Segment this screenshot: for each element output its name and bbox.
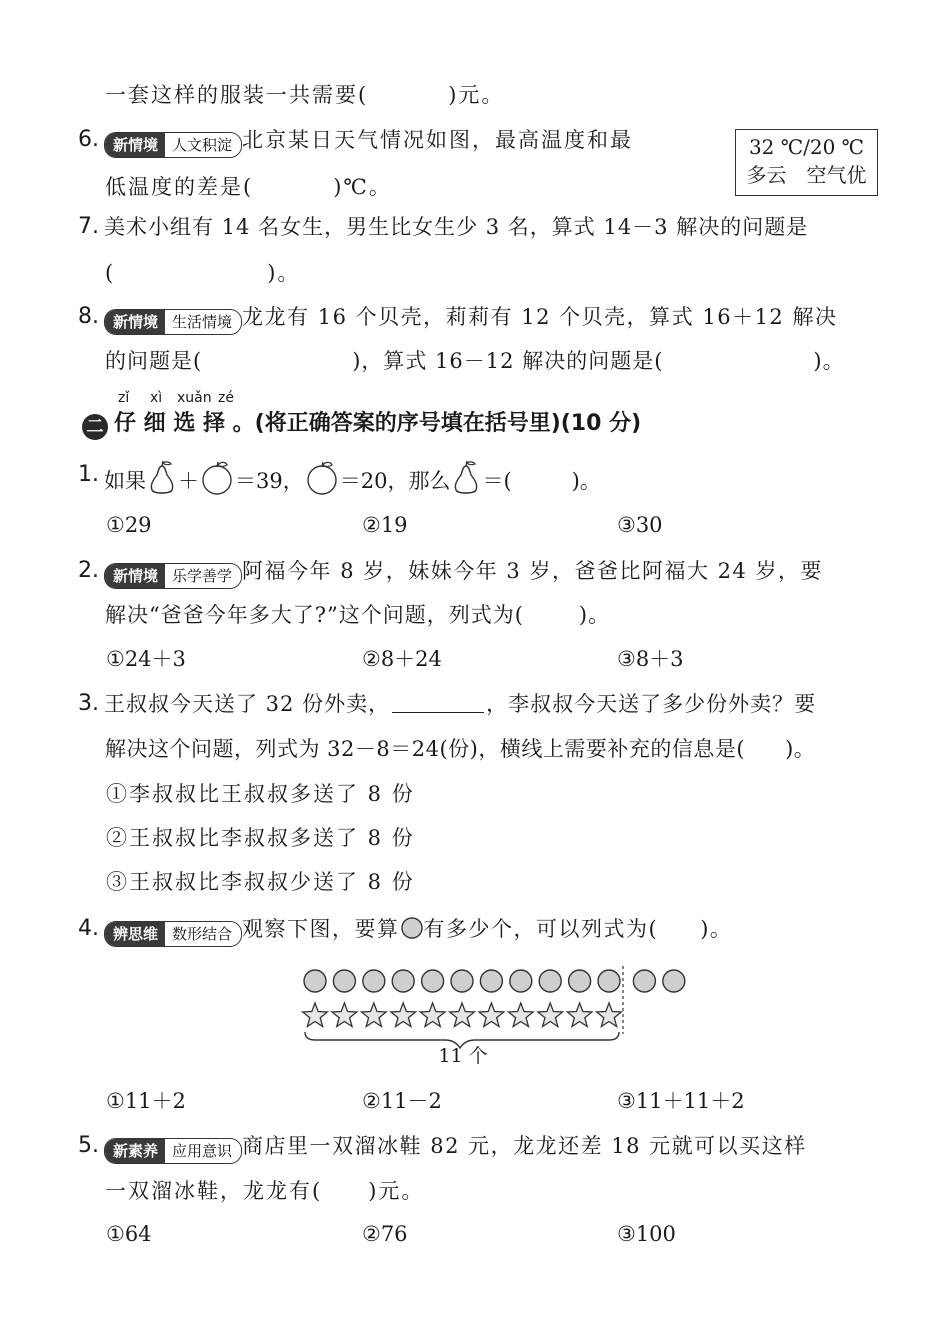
figure-star	[597, 1003, 622, 1027]
figure-star	[450, 1003, 475, 1027]
choice-1-number: 1.	[78, 462, 99, 487]
situation-badge: 新情境 乐学善学	[104, 563, 242, 589]
question-6-line2: 低温度的差是( )℃。	[105, 175, 392, 199]
circle-icon	[400, 916, 424, 948]
choice-2-option-2[interactable]: ②8＋24	[362, 647, 442, 671]
choice-1-line: 如果 ＋ ＝39， ＝20，那么 ＝( )。	[104, 460, 601, 504]
figure-circle	[510, 970, 532, 992]
figure-circle	[633, 970, 655, 992]
pinyin-xuan: xuǎn	[177, 390, 212, 406]
choice-1-option-1[interactable]: ①29	[106, 513, 152, 537]
situation-badge: 辨思维 数形结合	[104, 921, 242, 947]
weather-box: 32 ℃/20 ℃ 多云 空气优	[735, 129, 878, 196]
choice-5-option-2[interactable]: ②76	[362, 1222, 408, 1246]
figure-star	[332, 1003, 357, 1027]
choice-3-line2: 解决这个问题，列式为 32－8＝24(份)，横线上需要补充的信息是( )。	[105, 737, 816, 761]
figure-circle	[480, 970, 502, 992]
top-line: 一套这样的服装一共需要( )元。	[105, 83, 505, 107]
figure-circle	[569, 970, 591, 992]
choice-2-option-3[interactable]: ③8＋3	[617, 647, 684, 671]
question-6-number: 6.	[78, 127, 99, 152]
question-6-line1: 新情境 人文积淀 北京某日天气情况如图，最高温度和最	[104, 125, 633, 158]
figure-circle	[422, 970, 444, 992]
choice-2-line1: 新情境 乐学善学 阿福今年 8 岁，妹妹今年 3 岁，爸爸比阿福大 24 岁，要	[104, 556, 823, 589]
question-7-line2: ( )。	[105, 261, 301, 285]
choice-5-line1: 新素养 应用意识 商店里一双溜冰鞋 82 元，龙龙还差 18 元就可以买这样	[104, 1131, 807, 1164]
figure-star	[508, 1003, 533, 1027]
question-7-number: 7.	[78, 214, 99, 239]
choice-3-number: 3.	[78, 691, 99, 716]
situation-badge: 新情境 人文积淀	[104, 132, 242, 158]
figure-circle	[539, 970, 561, 992]
figure-circle	[304, 970, 326, 992]
figure-circle	[663, 970, 685, 992]
figure-circle	[451, 970, 473, 992]
figure-star	[479, 1003, 504, 1027]
choice-3-line1: 王叔叔今天送了 32 份外卖， ，李叔叔今天送了多少份外卖？要	[104, 692, 817, 716]
pinyin-xi: xì	[150, 390, 163, 406]
situation-badge: 新情境 生活情境	[104, 309, 242, 335]
pear-icon	[146, 460, 178, 504]
brace-label: 11 个	[438, 1045, 488, 1067]
answer-underline	[392, 692, 484, 713]
question-7-line1: 美术小组有 14 名女生，男生比女生少 3 名，算式 14－3 解决的问题是	[104, 215, 809, 239]
choice-5-number: 5.	[78, 1133, 99, 1158]
figure-circle	[598, 970, 620, 992]
section-title: 二 仔 细 选 择 。(将正确答案的序号填在括号里)(10 分)	[82, 409, 641, 440]
choice-4-number: 4.	[78, 916, 99, 941]
pinyin-ze: zé	[218, 390, 234, 406]
choice-5-line2: 一双溜冰鞋，龙龙有( )元。	[105, 1179, 425, 1203]
question-8-number: 8.	[78, 304, 99, 329]
figure-star	[420, 1003, 445, 1027]
choice-4-option-1[interactable]: ①11＋2	[106, 1089, 186, 1113]
question-8-line1: 新情境 生活情境 龙龙有 16 个贝壳，莉莉有 12 个贝壳，算式 16＋12 解决	[104, 302, 837, 335]
choice-3-option-3[interactable]: ③王叔叔比李叔叔少送了 8 份	[106, 870, 415, 894]
circles-stars-figure	[295, 962, 695, 1072]
pinyin-zi: zǐ	[118, 390, 130, 406]
choice-4-option-2[interactable]: ②11－2	[362, 1089, 442, 1113]
choice-2-line2: 解决“爸爸今年多大了?”这个问题，列式为( )。	[105, 603, 611, 627]
apple-icon	[199, 460, 235, 504]
situation-badge: 新素养 应用意识	[104, 1138, 242, 1164]
figure-star	[538, 1003, 563, 1027]
figure-circle	[363, 970, 385, 992]
pear-icon	[450, 460, 482, 504]
choice-1-option-2[interactable]: ②19	[362, 513, 408, 537]
section-marker: 二	[82, 414, 108, 440]
figure-star	[391, 1003, 416, 1027]
figure-star	[567, 1003, 592, 1027]
choice-3-option-1[interactable]: ①李叔叔比王叔叔多送了 8 份	[106, 782, 415, 806]
choice-5-option-3[interactable]: ③100	[617, 1222, 676, 1246]
choice-5-option-1[interactable]: ①64	[106, 1222, 152, 1246]
figure-star	[303, 1003, 328, 1027]
choice-4-line1: 辨思维 数形结合 观察下图，要算 有多少个，可以列式为( )。	[104, 914, 732, 948]
figure-circle	[392, 970, 414, 992]
apple-icon	[304, 460, 340, 504]
figure-star	[361, 1003, 386, 1027]
choice-3-option-2[interactable]: ②王叔叔比李叔叔多送了 8 份	[106, 826, 415, 850]
choice-1-option-3[interactable]: ③30	[617, 513, 663, 537]
choice-4-option-3[interactable]: ③11＋11＋2	[617, 1089, 745, 1113]
choice-2-number: 2.	[78, 558, 99, 583]
choice-2-option-1[interactable]: ①24＋3	[106, 647, 186, 671]
question-8-line2: 的问题是( )，算式 16－12 解决的问题是( )。	[105, 349, 845, 373]
figure-circle	[333, 970, 355, 992]
